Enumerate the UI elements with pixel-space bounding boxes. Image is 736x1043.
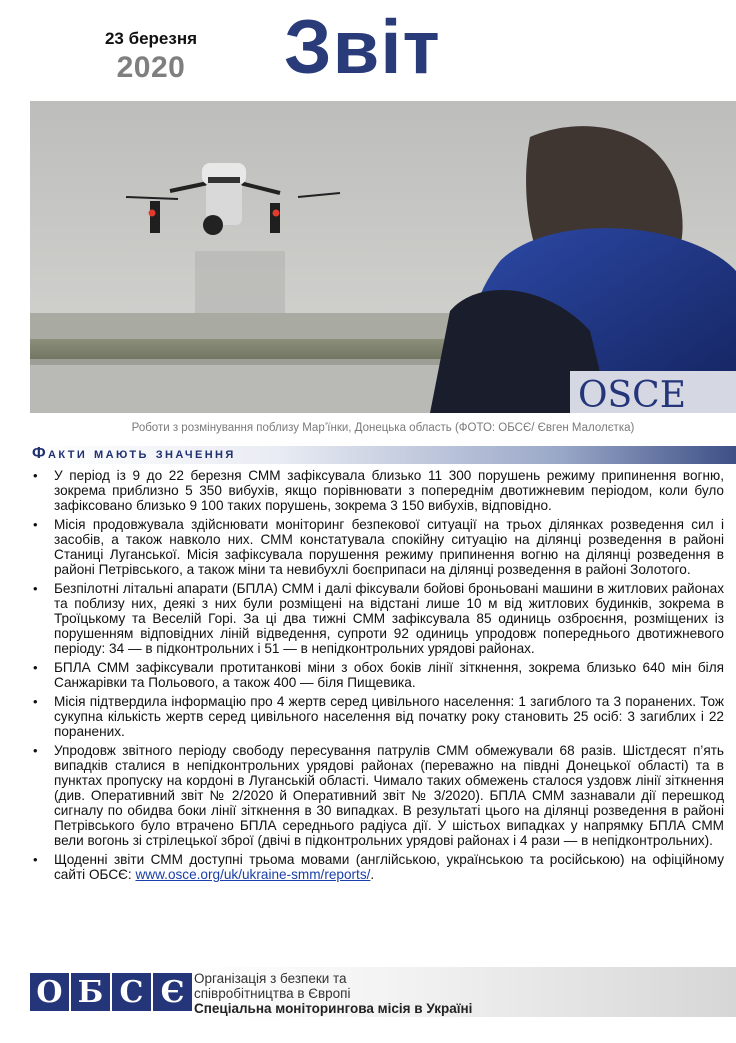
reports-link[interactable]: www.osce.org/uk/ukraine-smm/reports/: [135, 867, 371, 882]
list-item-reports: [54, 852, 724, 882]
logo-letter: С: [112, 973, 151, 1011]
org-line-1: Організація з безпеки та: [194, 971, 347, 986]
logo-letter: Є: [153, 973, 192, 1011]
list-item: • Безпілотні літальні апарати (БПЛА) СММ і далі фіксували бойові броньовані машини в житлових районах та поблизу них, деякі з них були розміщені на відстані лише 10 м від житлових будинків, зокрема в Троїцькому та Веселій Горі. За ці два тижні СММ зафіксувала 85 одиниць озброєння, розміщених із порушенням відповідних ліній відведення, супроти 92 одиниць упродовж попереднього двотижневого періоду: 34 — в підконтрольних і 51 — в непідконтрольних урядові районах.: [54, 581, 724, 656]
facts-header: [30, 446, 736, 464]
org-line-2: співробітництва в Європі: [194, 986, 351, 1001]
photo-caption: Роботи з розмінування поблизу Мар’їнки, Донецька область (ФОТО: ОБСЄ/ Євген Малолєтка): [131, 422, 635, 434]
reports-text-end: .: [370, 867, 375, 882]
list-item: • БПЛА СММ зафіксували протитанкові міни з обох боків лінії зіткнення, зокрема близько 640 мін біля Санжарівки та Польового, а також 400 — біля Пищевика.: [54, 660, 724, 690]
facts-title: Факти мають значення: [32, 445, 236, 462]
mission-name: Спеціальна моніторингова місія в Україні: [194, 1001, 473, 1016]
vest-logo-text: OSCE: [578, 375, 686, 413]
date-day: 23 березня: [104, 29, 198, 48]
list-item: • Місія продовжувала здійснювати моніторинг безпекової ситуації на трьох ділянках розведення сил і засобів, а також навколо них. СММ констатувала спокійну ситуацію на ділянці розведення в районі Станиці Луганської. Місія зафіксувала порушення режиму припинення вогню на ділянці розведення в районі Петрівського, а також міни та невибухлі боєприпаси на ділянці розведення в районі Золотого.: [54, 517, 724, 577]
reports-text: Щоденні звіти СММ доступні трьома мовами (англійською, українською та російською) на офіційному сайті ОБСЄ:: [54, 852, 724, 882]
report-date: [96, 29, 206, 85]
list-item: • У період із 9 до 22 березня СММ зафіксувала близько 11 300 порушень режиму припинення вогню, зокрема приблизно 5 350 вибухів, якщо порівнювати з попереднім двотижневим періодом, коли було зафіксовано близько 9 100 таких порушень, зокрема 3 150 вибухів, відповідно.: [54, 468, 724, 513]
list-item: • Місія підтвердила інформацію про 4 жертв серед цивільного населення: 1 загиблого та 3 поранених. Тож сукупна кількість жертв серед цивільного населення від початку року становить 25 осіб: 3 загиблих і 22 поранених.: [54, 694, 724, 739]
facts-list: [30, 468, 724, 886]
header-photo: [30, 101, 736, 413]
logo-letter: Б: [71, 973, 110, 1011]
date-year: 2020: [116, 51, 186, 84]
osce-logo: [30, 973, 194, 1011]
logo-letter: О: [30, 973, 69, 1011]
list-item: • Упродовж звітного періоду свободу пересування патрулів СММ обмежували 68 разів. Шістдесят п’ять випадків сталися в непідконтрольних урядові районах (переважно на півдні Донецької області) та в пунктах пропуску на кордоні в Луганській області. Чимало таких обмежень сталося уздовж лінії зіткнення (див. Оперативний звіт № 2/2020 й Оперативний звіт № 3/2020). БПЛА СММ зазнавали дії перешкод сигналу по обидва боки лінії зіткнення в 30 випадках. В результаті цього на ділянці розведення в районі Петрівського було втрачено БПЛА середнього радіуса дії. У шістьох випадках у напрямку БПЛА СММ вели вогонь зі стрілецької зброї (двічі в підконтрольних урядові районах і 4 рази — в непідконтрольних).: [54, 743, 724, 848]
footer-org-name: [194, 971, 472, 1016]
report-title: Звіт: [284, 5, 441, 90]
